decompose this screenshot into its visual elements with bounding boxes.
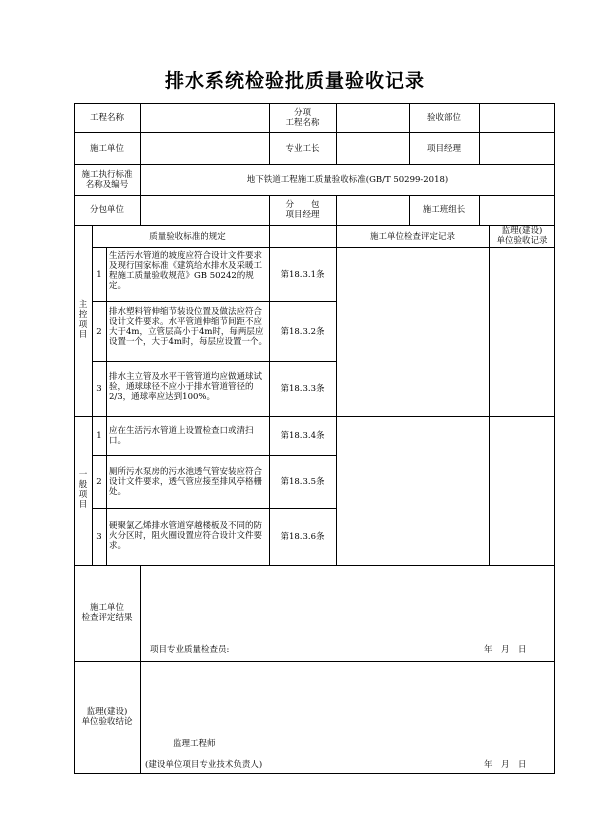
construction-unit-label: 施工单位 [89,144,124,154]
supervision-result-label: 监理(建设) 单位验收结论 [81,707,133,727]
item-number: 2 [96,477,102,487]
item-clause: 第18.3.6条 [280,532,325,542]
item-text: 应在生活污水管道上设置检查口或清扫口。 [109,426,254,446]
item-text: 排水主立管及水平干管管道均应做通球试验，通球球径不应小于排水管道管径的2/3，通球率应达到100%。 [109,372,263,402]
quality-inspector-label: 项目专业质量检查员: [150,645,230,655]
item-number: 3 [96,532,102,542]
item-clause: 第18.3.5条 [280,477,325,487]
responsible-person-label: (建设单位项目专业技术负责人) [145,760,263,770]
main-control-group-label: 主控项目 [78,300,88,340]
general-group-label: 一般项目 [78,470,88,510]
item-number: 2 [96,327,102,337]
project-name-label: 工程名称 [89,113,124,123]
supervision-date: 年 月 日 [484,760,527,770]
item-clause: 第18.3.3条 [280,384,325,394]
sub-project-label: 分项 工程名称 [285,108,320,128]
page-title: 排水系统检验批质量验收记录 [164,70,425,92]
subcontract-pm-label: 分 包 项目经理 [285,200,320,220]
spec-column-header: 质量验收标准的规定 [149,232,226,242]
team-leader-label: 施工班组长 [422,205,466,215]
item-clause: 第18.3.1条 [280,270,325,280]
subcontract-unit-label: 分包单位 [89,205,124,215]
construction-record-header: 施工单位检查评定记录 [369,232,455,242]
item-clause: 第18.3.4条 [280,431,325,441]
item-text: 生活污水管道的坡度应符合设计文件要求及现行国家标准《建筑给水排水及采暖工程施工质量验收规范》GB 50242的规定。 [109,251,263,291]
supervision-engineer-label: 监理工程师 [173,739,216,749]
item-text: 硬聚氯乙烯排水管道穿越楼板及不同的防火分区时，阻火圈设置应符合设计文件要求。 [109,521,263,551]
item-number: 1 [96,431,102,441]
item-text: 排水塑料管伸缩节装设位置及做法应符合设计文件要求。水平管道伸缩节间距不应大于4m，立管层高小于4m时，每两层应设置一个，大于4m时，每层应设置一个。 [109,307,267,347]
item-number: 1 [96,270,102,280]
construction-result-label: 施工单位 检查评定结果 [81,603,133,623]
item-clause: 第18.3.2条 [280,327,325,337]
accept-dept-label: 验收部位 [426,113,461,123]
item-text: 厕所污水泵房的污水池透气管安装应符合设计文件要求，透气管应接至排风亭格栅处。 [109,467,263,497]
supervision-record-header: 监理(建设) 单位验收记录 [496,226,548,246]
standard-label: 施工执行标准 名称及编号 [81,170,133,190]
standard-value: 地下铁道工程施工质量验收标准(GB/T 50299-2018) [246,175,449,185]
project-manager-label: 项目经理 [426,144,461,154]
construction-date: 年 月 日 [484,645,527,655]
item-number: 3 [96,384,102,394]
foreman-label: 专业工长 [285,144,320,154]
